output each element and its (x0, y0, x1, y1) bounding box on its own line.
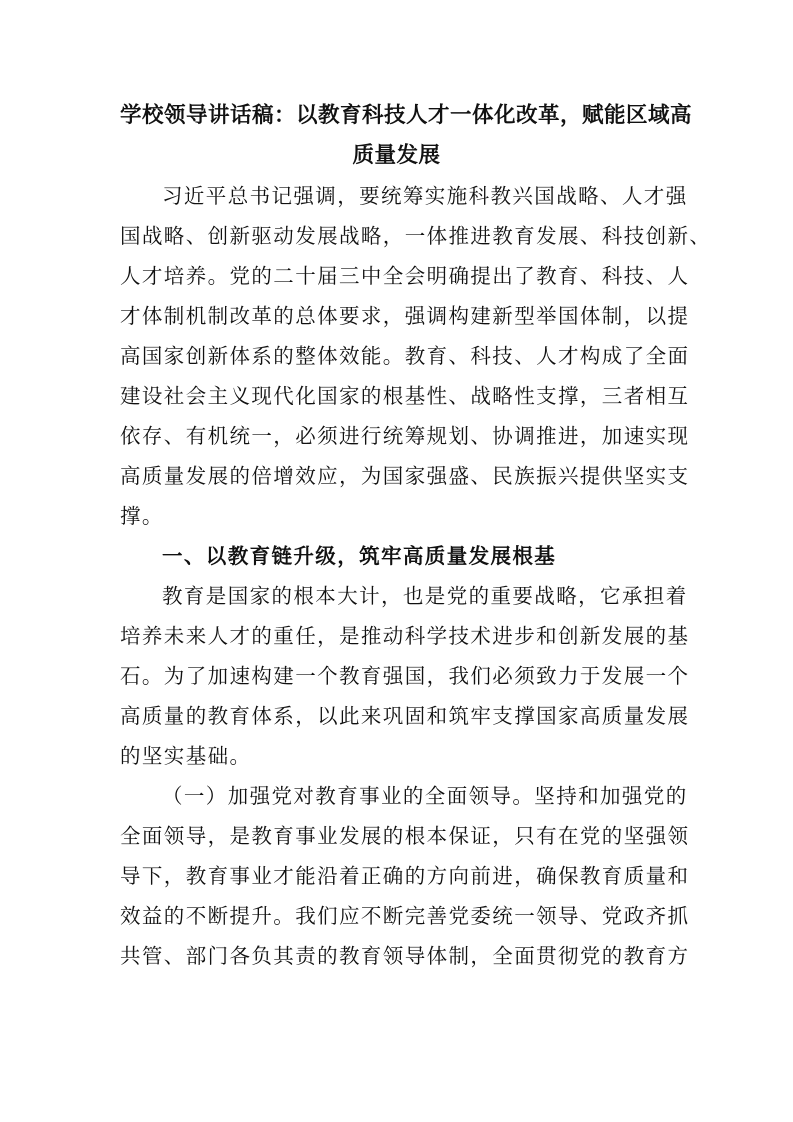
paragraph-line: 才体制机制改革的总体要求，强调构建新型举国体制，以提 (120, 304, 690, 328)
paragraph-line: 建设社会主义现代化国家的根基性、战略性支撑，三者相互 (120, 384, 690, 408)
paragraph-line: 国战略、创新驱动发展战略，一体推进教育发展、科技创新、 (120, 224, 712, 248)
section-paragraph (120, 576, 690, 776)
paragraph-line: 人才培养。党的二十届三中全会明确提出了教育、科技、人 (120, 264, 690, 288)
paragraph-line: 高国家创新体系的整体效能。教育、科技、人才构成了全面 (120, 344, 690, 368)
subsection-paragraph (120, 776, 690, 976)
paragraph-line: 的坚实基础。 (120, 744, 252, 768)
intro-paragraph (120, 176, 712, 536)
paragraph-line: 习近平总书记强调，要统筹实施科教兴国战略、人才强 (162, 184, 688, 208)
title-line: 学校领导讲话稿：以教育科技人才一体化改革，赋能区域高 (120, 103, 693, 128)
paragraph-line: 共管、部门各负其责的教育领导体制，全面贯彻党的教育方 (120, 944, 690, 968)
paragraph-line: 培养未来人才的重任，是推动科学技术进步和创新发展的基 (120, 624, 690, 648)
paragraph-line: 依存、有机统一，必须进行统筹规划、协调推进，加速实现 (120, 424, 690, 448)
paragraph-line: 教育是国家的根本大计，也是党的重要战略，它承担着 (162, 584, 688, 608)
paragraph-line: 导下，教育事业才能沿着正确的方向前进，确保教育质量和 (120, 864, 690, 888)
paragraph-line: 高质量发展的倍增效应，为国家强盛、民族振兴提供坚实支 (120, 464, 690, 488)
document-body (120, 96, 712, 976)
paragraph-line: 全面领导，是教育事业发展的根本保证，只有在党的坚强领 (120, 824, 690, 848)
paragraph-line: 效益的不断提升。我们应不断完善党委统一领导、党政齐抓 (120, 904, 690, 928)
paragraph-line: 石。为了加速构建一个教育强国，我们必须致力于发展一个 (120, 664, 690, 688)
paragraph-line: （一）加强党对教育事业的全面领导。坚持和加强党的 (162, 784, 688, 808)
section-heading: 一、以教育链升级，筑牢高质量发展根基 (162, 544, 557, 568)
document-title (120, 96, 693, 176)
title-line: 质量发展 (352, 143, 441, 168)
paragraph-line: 高质量的教育体系，以此来巩固和筑牢支撑国家高质量发展 (120, 704, 690, 728)
paragraph-line: 撑。 (120, 504, 164, 528)
